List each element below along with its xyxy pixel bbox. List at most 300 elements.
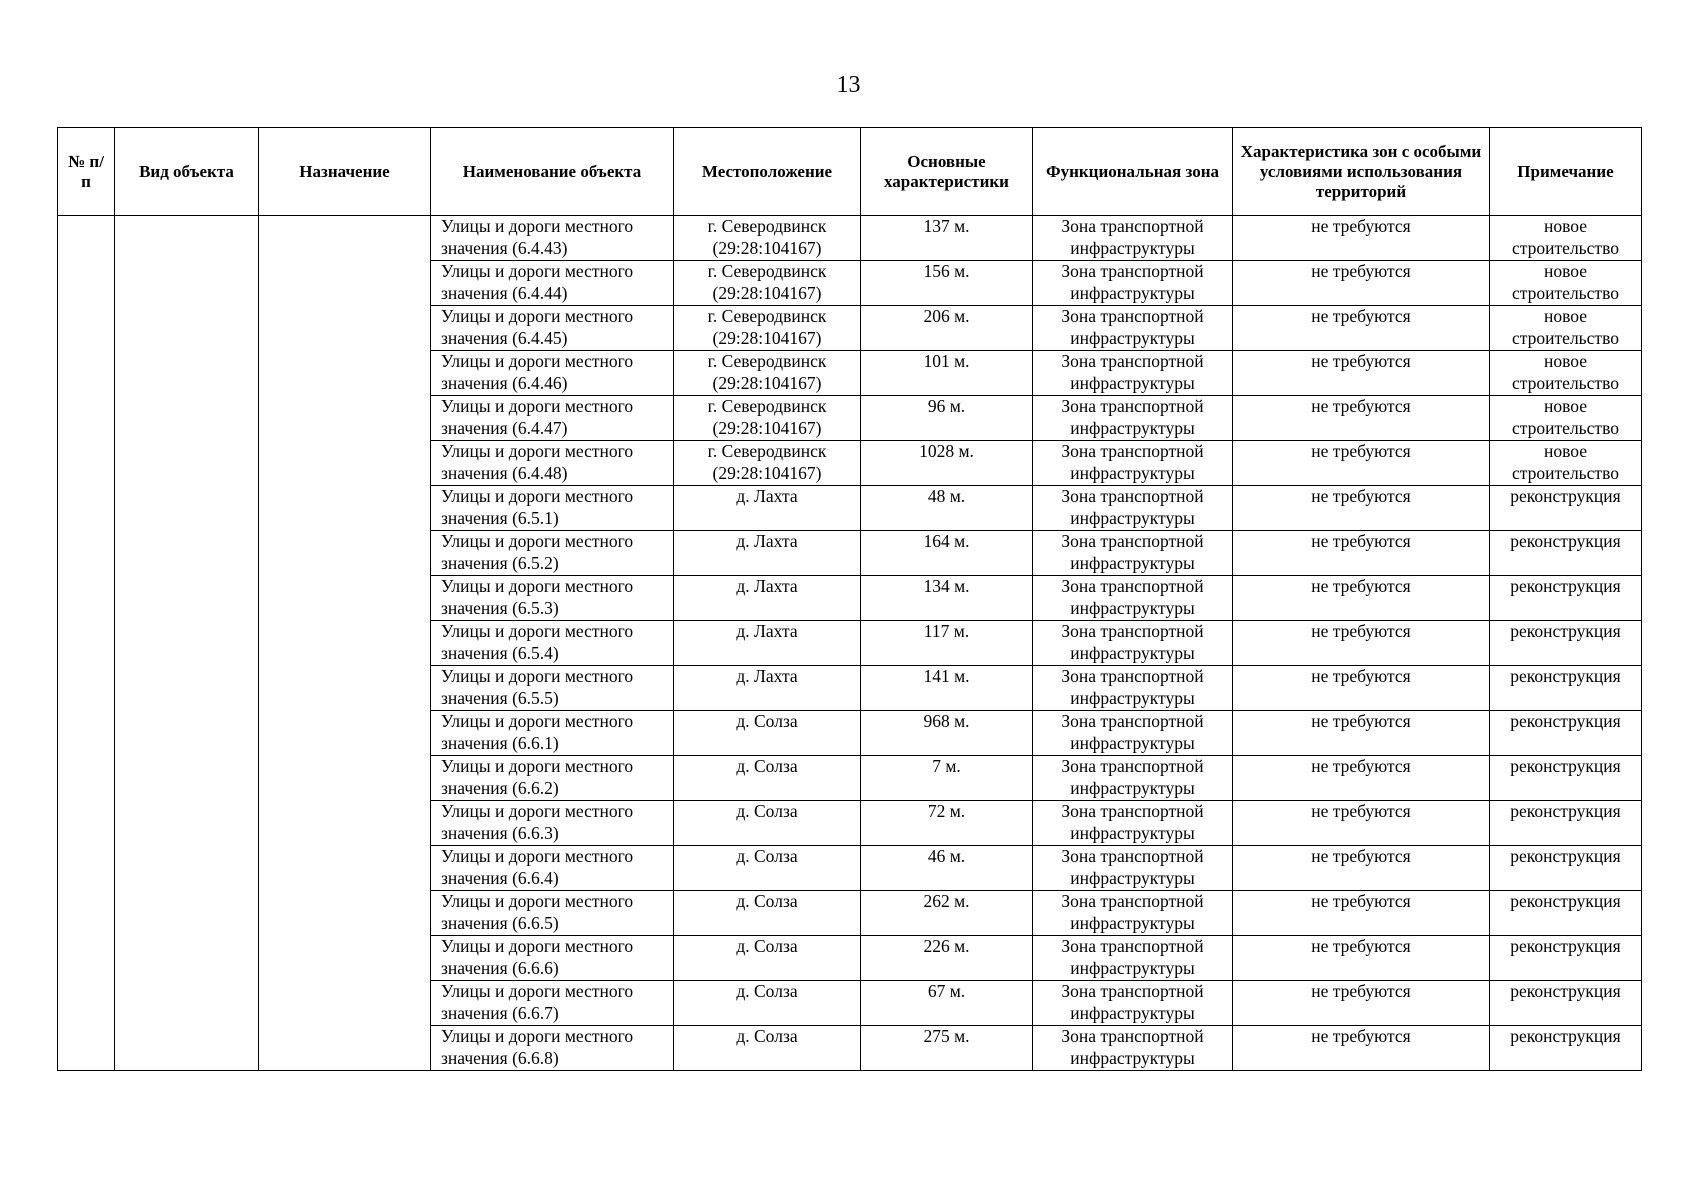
cell-note: [1490, 621, 1642, 666]
note-line: строительство: [1512, 462, 1619, 483]
object-name-line: значения (6.6.8): [441, 1047, 559, 1068]
cell-object-name: [431, 1026, 674, 1071]
object-name-line: Улицы и дороги местного: [441, 576, 634, 596]
objects-table: [57, 127, 1642, 1071]
location-line: г. Северодвинск: [707, 261, 827, 281]
zone-line: инфраструктуры: [1070, 642, 1195, 663]
cell-zone: [1033, 441, 1233, 486]
object-name-line: значения (6.6.6): [441, 957, 559, 978]
cell-num: [58, 756, 115, 801]
table-row: [58, 441, 1642, 486]
table-row: [58, 801, 1642, 846]
object-name-line: значения (6.5.3): [441, 597, 559, 618]
cell-length: 7 м.: [861, 756, 1033, 801]
cell-object-name: [431, 846, 674, 891]
zone-line: инфраструктуры: [1070, 867, 1195, 888]
zone-line: Зона транспортной: [1061, 756, 1204, 776]
location-line: д. Лахта: [736, 576, 798, 596]
header-purpose: Назначение: [259, 128, 431, 216]
note-line: реконструкция: [1510, 486, 1621, 506]
cell-length: 275 м.: [861, 1026, 1033, 1071]
cell-object-name: [431, 441, 674, 486]
cell-location: [674, 1026, 861, 1071]
table-row: [58, 396, 1642, 441]
cell-note: [1490, 576, 1642, 621]
cell-purpose: [259, 306, 431, 351]
object-name-line: Улицы и дороги местного: [441, 711, 634, 731]
note-line: реконструкция: [1510, 891, 1621, 911]
cell-zone: [1033, 666, 1233, 711]
table-row: [58, 576, 1642, 621]
table-row: [58, 981, 1642, 1026]
cell-num: [58, 576, 115, 621]
cell-special-zones: не требуются: [1233, 711, 1490, 756]
zone-line: инфраструктуры: [1070, 237, 1195, 258]
cell-special-zones: не требуются: [1233, 486, 1490, 531]
cell-type: [115, 981, 259, 1026]
object-name-line: значения (6.5.4): [441, 642, 559, 663]
cell-location: [674, 801, 861, 846]
cell-purpose: [259, 711, 431, 756]
zone-line: инфраструктуры: [1070, 507, 1195, 528]
cell-type: [115, 351, 259, 396]
cell-length: 156 м.: [861, 261, 1033, 306]
note-line: реконструкция: [1510, 1026, 1621, 1046]
object-name-line: значения (6.6.7): [441, 1002, 559, 1023]
location-line: г. Северодвинск: [707, 396, 827, 416]
zone-line: Зона транспортной: [1061, 891, 1204, 911]
table-header-row: [58, 128, 1642, 216]
zone-line: инфраструктуры: [1070, 462, 1195, 483]
location-cadastral: (29:28:104167): [712, 237, 822, 258]
cell-type: [115, 486, 259, 531]
cell-purpose: [259, 801, 431, 846]
cell-object-name: [431, 261, 674, 306]
cell-length: 117 м.: [861, 621, 1033, 666]
cell-location: [674, 756, 861, 801]
note-line: новое: [1544, 216, 1587, 236]
table-row: [58, 666, 1642, 711]
zone-line: Зона транспортной: [1061, 576, 1204, 596]
cell-object-name: [431, 981, 674, 1026]
cell-zone: [1033, 486, 1233, 531]
cell-object-name: [431, 396, 674, 441]
object-name-line: значения (6.6.4): [441, 867, 559, 888]
cell-length: 226 м.: [861, 936, 1033, 981]
zone-line: Зона транспортной: [1061, 666, 1204, 686]
header-characteristics: Основные характеристики: [861, 128, 1033, 216]
note-line: новое: [1544, 306, 1587, 326]
cell-num: [58, 216, 115, 261]
cell-type: [115, 216, 259, 261]
cell-purpose: [259, 216, 431, 261]
table-row: [58, 756, 1642, 801]
cell-type: [115, 666, 259, 711]
cell-type: [115, 396, 259, 441]
cell-zone: [1033, 846, 1233, 891]
zone-line: Зона транспортной: [1061, 261, 1204, 281]
header-num: № п/п: [58, 128, 115, 216]
cell-purpose: [259, 891, 431, 936]
cell-note: [1490, 801, 1642, 846]
cell-length: 141 м.: [861, 666, 1033, 711]
cell-purpose: [259, 531, 431, 576]
note-line: реконструкция: [1510, 846, 1621, 866]
object-name-line: Улицы и дороги местного: [441, 936, 634, 956]
page-number: 13: [836, 72, 861, 98]
cell-note: [1490, 351, 1642, 396]
cell-num: [58, 981, 115, 1026]
cell-zone: [1033, 801, 1233, 846]
location-line: д. Солза: [736, 891, 798, 911]
cell-purpose: [259, 621, 431, 666]
table-row: [58, 621, 1642, 666]
cell-type: [115, 1026, 259, 1071]
cell-type: [115, 306, 259, 351]
location-cadastral: (29:28:104167): [712, 282, 822, 303]
zone-line: Зона транспортной: [1061, 441, 1204, 461]
cell-length: 164 м.: [861, 531, 1033, 576]
cell-zone: [1033, 621, 1233, 666]
table-row: [58, 711, 1642, 756]
cell-note: [1490, 306, 1642, 351]
cell-length: 137 м.: [861, 216, 1033, 261]
note-line: реконструкция: [1510, 801, 1621, 821]
object-name-line: значения (6.6.1): [441, 732, 559, 753]
note-line: реконструкция: [1510, 936, 1621, 956]
object-name-line: Улицы и дороги местного: [441, 621, 634, 641]
cell-location: [674, 261, 861, 306]
note-line: строительство: [1512, 282, 1619, 303]
zone-line: инфраструктуры: [1070, 957, 1195, 978]
note-line: строительство: [1512, 237, 1619, 258]
location-line: г. Северодвинск: [707, 306, 827, 326]
cell-zone: [1033, 351, 1233, 396]
cell-type: [115, 576, 259, 621]
zone-line: инфраструктуры: [1070, 912, 1195, 933]
cell-location: [674, 666, 861, 711]
cell-note: [1490, 486, 1642, 531]
cell-purpose: [259, 1026, 431, 1071]
cell-num: [58, 1026, 115, 1071]
table-row: [58, 261, 1642, 306]
cell-object-name: [431, 801, 674, 846]
note-line: новое: [1544, 396, 1587, 416]
cell-zone: [1033, 306, 1233, 351]
cell-location: [674, 441, 861, 486]
zone-line: инфраструктуры: [1070, 777, 1195, 798]
location-line: г. Северодвинск: [707, 351, 827, 371]
cell-note: [1490, 756, 1642, 801]
cell-type: [115, 846, 259, 891]
location-cadastral: (29:28:104167): [712, 372, 822, 393]
cell-note: [1490, 441, 1642, 486]
cell-purpose: [259, 981, 431, 1026]
cell-purpose: [259, 846, 431, 891]
note-line: реконструкция: [1510, 711, 1621, 731]
location-line: д. Лахта: [736, 666, 798, 686]
zone-line: Зона транспортной: [1061, 711, 1204, 731]
cell-location: [674, 216, 861, 261]
cell-num: [58, 261, 115, 306]
note-line: новое: [1544, 261, 1587, 281]
cell-purpose: [259, 441, 431, 486]
zone-line: инфраструктуры: [1070, 1047, 1195, 1068]
cell-note: [1490, 711, 1642, 756]
cell-note: [1490, 891, 1642, 936]
cell-length: 262 м.: [861, 891, 1033, 936]
cell-num: [58, 306, 115, 351]
cell-type: [115, 801, 259, 846]
location-cadastral: (29:28:104167): [712, 462, 822, 483]
note-line: реконструкция: [1510, 756, 1621, 776]
note-line: строительство: [1512, 327, 1619, 348]
note-line: строительство: [1512, 417, 1619, 438]
cell-object-name: [431, 621, 674, 666]
location-line: д. Лахта: [736, 486, 798, 506]
cell-purpose: [259, 936, 431, 981]
table-row: [58, 891, 1642, 936]
table-row: [58, 486, 1642, 531]
object-name-line: значения (6.4.47): [441, 417, 568, 438]
cell-special-zones: не требуются: [1233, 1026, 1490, 1071]
header-note: Примечание: [1490, 128, 1642, 216]
cell-special-zones: не требуются: [1233, 576, 1490, 621]
zone-line: инфраструктуры: [1070, 372, 1195, 393]
cell-special-zones: не требуются: [1233, 756, 1490, 801]
cell-special-zones: не требуются: [1233, 981, 1490, 1026]
object-name-line: Улицы и дороги местного: [441, 891, 634, 911]
table-row: [58, 351, 1642, 396]
cell-special-zones: не требуются: [1233, 801, 1490, 846]
cell-special-zones: не требуются: [1233, 621, 1490, 666]
cell-length: 48 м.: [861, 486, 1033, 531]
cell-length: 96 м.: [861, 396, 1033, 441]
cell-type: [115, 261, 259, 306]
zone-line: инфраструктуры: [1070, 282, 1195, 303]
object-name-line: Улицы и дороги местного: [441, 441, 634, 461]
cell-length: 968 м.: [861, 711, 1033, 756]
header-special-zones: Характеристика зон с особыми условиями использования территорий: [1233, 128, 1490, 216]
cell-num: [58, 351, 115, 396]
cell-purpose: [259, 351, 431, 396]
cell-note: [1490, 531, 1642, 576]
cell-special-zones: не требуются: [1233, 936, 1490, 981]
zone-line: Зона транспортной: [1061, 936, 1204, 956]
object-name-line: Улицы и дороги местного: [441, 981, 634, 1001]
cell-num: [58, 711, 115, 756]
object-name-line: Улицы и дороги местного: [441, 261, 634, 281]
location-line: д. Лахта: [736, 531, 798, 551]
cell-num: [58, 621, 115, 666]
table-row: [58, 306, 1642, 351]
note-line: строительство: [1512, 372, 1619, 393]
table-row: [58, 936, 1642, 981]
cell-special-zones: не требуются: [1233, 351, 1490, 396]
note-line: реконструкция: [1510, 621, 1621, 641]
zone-line: Зона транспортной: [1061, 216, 1204, 236]
header-zone: Функциональная зона: [1033, 128, 1233, 216]
table-row: [58, 846, 1642, 891]
header-location: Местоположение: [674, 128, 861, 216]
cell-location: [674, 576, 861, 621]
object-name-line: значения (6.5.2): [441, 552, 559, 573]
cell-note: [1490, 396, 1642, 441]
cell-zone: [1033, 981, 1233, 1026]
object-name-line: Улицы и дороги местного: [441, 846, 634, 866]
cell-object-name: [431, 936, 674, 981]
zone-line: Зона транспортной: [1061, 1026, 1204, 1046]
cell-purpose: [259, 756, 431, 801]
cell-num: [58, 846, 115, 891]
table-row: [58, 531, 1642, 576]
location-line: д. Лахта: [736, 621, 798, 641]
cell-note: [1490, 936, 1642, 981]
cell-object-name: [431, 216, 674, 261]
cell-special-zones: не требуются: [1233, 441, 1490, 486]
zone-line: Зона транспортной: [1061, 981, 1204, 1001]
zone-line: инфраструктуры: [1070, 327, 1195, 348]
location-line: д. Солза: [736, 846, 798, 866]
cell-zone: [1033, 531, 1233, 576]
cell-num: [58, 801, 115, 846]
cell-location: [674, 486, 861, 531]
zone-line: инфраструктуры: [1070, 1002, 1195, 1023]
object-name-line: Улицы и дороги местного: [441, 216, 634, 236]
cell-location: [674, 351, 861, 396]
object-name-line: Улицы и дороги местного: [441, 1026, 634, 1046]
cell-special-zones: не требуются: [1233, 666, 1490, 711]
cell-object-name: [431, 891, 674, 936]
zone-line: Зона транспортной: [1061, 396, 1204, 416]
cell-location: [674, 531, 861, 576]
cell-special-zones: не требуются: [1233, 396, 1490, 441]
location-line: г. Северодвинск: [707, 216, 827, 236]
zone-line: Зона транспортной: [1061, 621, 1204, 641]
note-line: реконструкция: [1510, 666, 1621, 686]
cell-purpose: [259, 666, 431, 711]
object-name-line: значения (6.4.45): [441, 327, 568, 348]
cell-object-name: [431, 306, 674, 351]
object-name-line: значения (6.4.48): [441, 462, 568, 483]
location-line: г. Северодвинск: [707, 441, 827, 461]
cell-note: [1490, 666, 1642, 711]
cell-location: [674, 891, 861, 936]
cell-num: [58, 531, 115, 576]
cell-note: [1490, 1026, 1642, 1071]
cell-zone: [1033, 756, 1233, 801]
zone-line: инфраструктуры: [1070, 597, 1195, 618]
location-cadastral: (29:28:104167): [712, 417, 822, 438]
object-name-line: Улицы и дороги местного: [441, 666, 634, 686]
location-line: д. Солза: [736, 801, 798, 821]
cell-zone: [1033, 396, 1233, 441]
cell-zone: [1033, 216, 1233, 261]
cell-purpose: [259, 576, 431, 621]
location-line: д. Солза: [736, 711, 798, 731]
cell-length: 67 м.: [861, 981, 1033, 1026]
cell-note: [1490, 846, 1642, 891]
location-line: д. Солза: [736, 1026, 798, 1046]
cell-special-zones: не требуются: [1233, 306, 1490, 351]
cell-length: 206 м.: [861, 306, 1033, 351]
cell-zone: [1033, 576, 1233, 621]
cell-type: [115, 711, 259, 756]
cell-type: [115, 531, 259, 576]
cell-length: 1028 м.: [861, 441, 1033, 486]
cell-zone: [1033, 936, 1233, 981]
cell-num: [58, 486, 115, 531]
cell-special-zones: не требуются: [1233, 846, 1490, 891]
note-line: реконструкция: [1510, 981, 1621, 1001]
cell-length: 134 м.: [861, 576, 1033, 621]
zone-line: Зона транспортной: [1061, 351, 1204, 371]
cell-zone: [1033, 711, 1233, 756]
cell-object-name: [431, 666, 674, 711]
object-name-line: значения (6.4.44): [441, 282, 568, 303]
cell-object-name: [431, 756, 674, 801]
cell-purpose: [259, 396, 431, 441]
cell-special-zones: не требуются: [1233, 891, 1490, 936]
cell-location: [674, 936, 861, 981]
cell-zone: [1033, 261, 1233, 306]
cell-type: [115, 891, 259, 936]
cell-object-name: [431, 351, 674, 396]
object-name-line: Улицы и дороги местного: [441, 756, 634, 776]
cell-object-name: [431, 576, 674, 621]
cell-purpose: [259, 486, 431, 531]
cell-num: [58, 936, 115, 981]
cell-zone: [1033, 1026, 1233, 1071]
cell-zone: [1033, 891, 1233, 936]
cell-num: [58, 891, 115, 936]
cell-type: [115, 936, 259, 981]
object-name-line: значения (6.4.43): [441, 237, 568, 258]
object-name-line: Улицы и дороги местного: [441, 396, 634, 416]
object-name-line: Улицы и дороги местного: [441, 531, 634, 551]
cell-location: [674, 621, 861, 666]
object-name-line: значения (6.5.5): [441, 687, 559, 708]
cell-location: [674, 396, 861, 441]
zone-line: инфраструктуры: [1070, 687, 1195, 708]
object-name-line: значения (6.6.3): [441, 822, 559, 843]
zone-line: инфраструктуры: [1070, 732, 1195, 753]
cell-location: [674, 981, 861, 1026]
table-row: [58, 1026, 1642, 1071]
cell-length: 46 м.: [861, 846, 1033, 891]
cell-special-zones: не требуются: [1233, 261, 1490, 306]
location-line: д. Солза: [736, 981, 798, 1001]
cell-note: [1490, 261, 1642, 306]
cell-length: 101 м.: [861, 351, 1033, 396]
object-name-line: Улицы и дороги местного: [441, 306, 634, 326]
note-line: новое: [1544, 351, 1587, 371]
cell-num: [58, 396, 115, 441]
object-name-line: значения (6.4.46): [441, 372, 568, 393]
object-name-line: значения (6.6.5): [441, 912, 559, 933]
header-type: Вид объекта: [115, 128, 259, 216]
cell-object-name: [431, 531, 674, 576]
zone-line: Зона транспортной: [1061, 486, 1204, 506]
cell-location: [674, 711, 861, 756]
cell-type: [115, 756, 259, 801]
zone-line: Зона транспортной: [1061, 801, 1204, 821]
cell-num: [58, 441, 115, 486]
header-name: Наименование объекта: [431, 128, 674, 216]
zone-line: Зона транспортной: [1061, 306, 1204, 326]
cell-type: [115, 621, 259, 666]
cell-note: [1490, 216, 1642, 261]
